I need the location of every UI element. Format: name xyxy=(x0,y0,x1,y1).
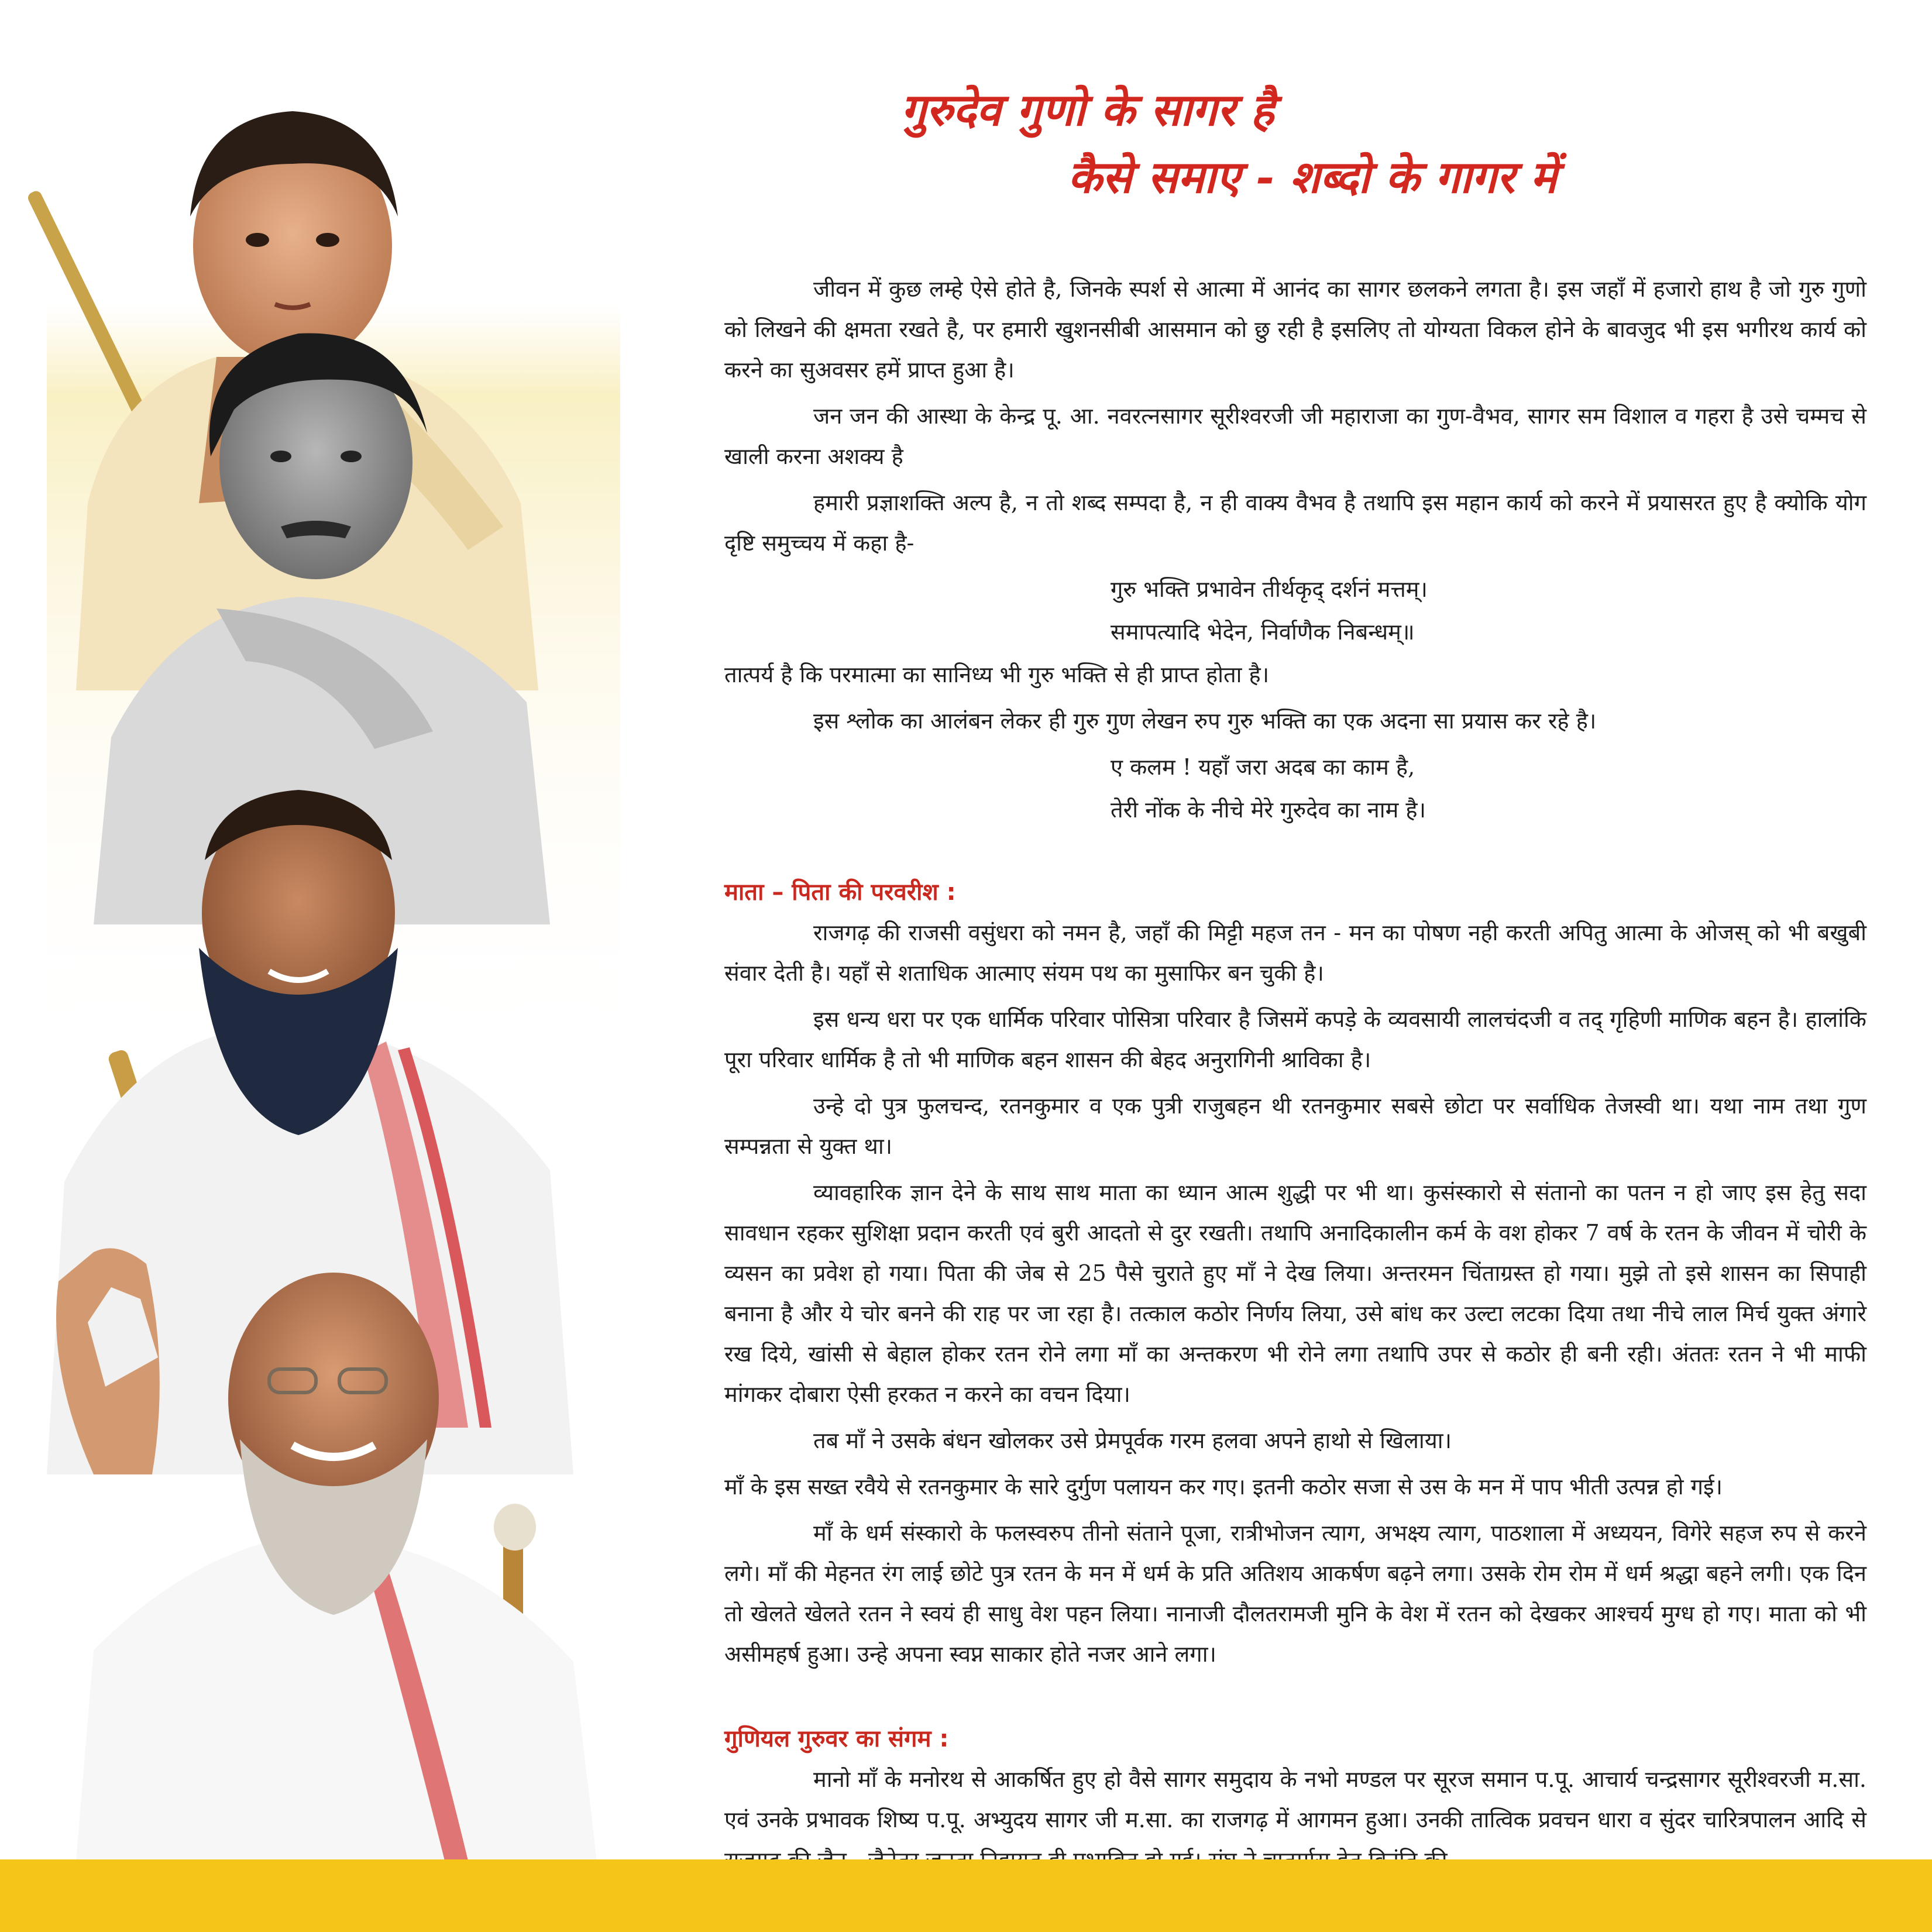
heading-line-2: कैसे समाए - शब्दो के गागर में xyxy=(1068,151,1557,203)
section2-paragraph-1: मानो माँ के मनोरथ से आकर्षित हुए हो वैसे सागर समुदाय के नभो मण्डल पर सूरज समान प.पू. आचार्य चन्द्रसागर सूरीश्वरजी म.सा. एवं उनके प्रभावक शिष्य प.पू. अभ्युदय सागर जी म.सा. का राजगढ़ में आगमन हुआ। उनकी तात्विक प्रवचन धारा व सुंदर चारित्रपालन आदि से xyxy=(724,1766,1866,1833)
section1-paragraph-5: तब माँ ने उसके बंधन खोलकर उसे प्रेमपूर्वक गरम हलवा अपने हाथो से खिलाया। xyxy=(813,1428,1452,1453)
section-title-parents: माता – पिता की परवरीश : xyxy=(724,879,956,906)
article-body xyxy=(724,269,1866,1886)
intro-paragraph-3: हमारी प्रज्ञाशक्ति अल्प है, न तो शब्द सम्पदा है, न ही वाक्य वैभव है तथापि इस महान कार्य को करने में प्रयासरत हुए है क्योकि योग दृष्टि समुच्चय में कहा है- xyxy=(724,490,1866,556)
portrait-collage xyxy=(23,82,644,1861)
verse-line-1: गुरु भक्ति प्रभावेन तीर्थकृद् दर्शनं मत्तम्। xyxy=(1111,576,1428,602)
section1-paragraph-2: इस धन्य धरा पर एक धार्मिक परिवार पोसित्रा परिवार है जिसमें कपड़े के व्यवसायी लालचंदजी व तद् गृहिणी माणिक बहन है। हालांकि पूरा परिवार धार्मिक है तो भी माणिक बहन शासन की बेहद अनुरागिनी श्राविका है। xyxy=(724,1006,1866,1072)
section1-paragraph-6: माँ के इस सख्त रवैये से रतनकुमार के सारे दुर्गुण पलायन कर गए। इतनी कठोर सजा से उस के मन में पाप भीती उत्पन्न हो गई। xyxy=(724,1474,1723,1500)
intro-paragraph-5: इस श्लोक का आलंबन लेकर ही गुरु गुण लेखन रुप गुरु भक्ति का एक अदना सा प्रयास कर रहे है। xyxy=(813,708,1597,734)
collage-illustration xyxy=(23,82,644,1861)
verse-line-4: तेरी नोंक के नीचे मेरे गुरुदेव का नाम है। xyxy=(1111,797,1426,823)
section1-paragraph-7: माँ के धर्म संस्कारो के फलस्वरुप तीनो संताने पूजा, रात्रीभोजन त्याग, अभक्ष्य त्याग, पाठशाला में अध्ययन, विगेरे सहज रुप से करने लगे। माँ की मेहनत रंग लाई छोटे पुत्र रतन के मन में धर्म के प्रति अतिशय आकर्षण बढ़ने लगा। उसके रोम रोम में धर्म श्रद्धा बहने लगी। एक दिन तो खेलते खेलते रतन ने स्वयं ही साधु वेश पहन लिया। नानाजी दौलतरामजी मुनि के वेश में रतन को देखकर आश्चर्य मुग्ध हो गए। माता को भी असीमहर्ष हुआ। उन्हे अपना स्वप्न साकार होते नजर आने लगा। xyxy=(724,1520,1866,1667)
intro-paragraph-2: जन जन की आस्था के केन्द्र पू. आ. नवरत्नसागर सूरीश्वरजी जी महाराजा का गुण-वैभव, सागर सम विशाल व गहरा है उसे चम्मच से खाली करना अशक्य है xyxy=(724,403,1866,469)
intro-paragraph-1: जीवन में कुछ लम्हे ऐसे होते है, जिनके स्पर्श से आत्मा में आनंद का सागर छलकने लगता है। इस जहाँ में हजारो हाथ है जो गुरु गुणो को लिखने की क्षमता रखते है, पर हमारी खुशनसीबी आसमान को छु रही है इसलिए तो योग्यता विकल होने के बावजुद भी इस भगीरथ कार्य को करने का सुअवसर हमें प्राप्त हुआ है। xyxy=(724,276,1866,383)
verse-line-2: समापत्यादि भेदेन, निर्वाणैक निबन्धम्॥ xyxy=(1111,619,1415,645)
page-heading xyxy=(901,82,1720,205)
section1-paragraph-3: उन्हे दो पुत्र फुलचन्द, रतनकुमार व एक पुत्री राजुबहन थी रतनकुमार सबसे छोटा पर सर्वाधिक तेजस्वी था। यथा नाम तथा गुण सम्पन्नता से युक्त था। xyxy=(724,1093,1866,1159)
verse-line-3: ए कलम ! यहाँ जरा अदब का काम है, xyxy=(1111,754,1415,780)
heading-line-1: गुरुदेव गुणो के सागर है xyxy=(901,84,1274,136)
section1-paragraph-4: व्यावहारिक ज्ञान देने के साथ साथ माता का ध्यान आत्म शुद्धी पर भी था। कुसंस्कारो से संतानो का पतन न हो जाए इस हेतु सदा सावधान रहकर सुशिक्षा प्रदान करती एवं बुरी आदतो से दुर रखती। तथापि अनादिकालीन कर्म के वश होकर 7 वर्ष के रतन के जीवन में चोरी के व्यसन का प्रवेश हो गया। पिता की जेब से 25 पैसे चुराते हुए माँ ने देख लिया। अन्तरमन चिंताग्रस्त हो गया। मुझे तो इसे शासन का सिपाही बनाना है और ये चोर बनने की राह पर जा रहा है। तत्काल कठोर निर्णय लिया, उसे बांध कर उल्टा लटका दिया तथा नीचे लाल मिर्च युक्त अंगारे रख दिये, खांसी से बेहाल होकर रतन रोने लगा माँ का अन्तकरण भी रोने लगा तथापि उपर से कठोर ही बनी रही। अंततः रतन ने भी माफी मांगकर दोबारा ऐसी हरकत न करने का वचन दिया। xyxy=(724,1180,1866,1407)
bottom-color-band xyxy=(0,1859,1932,1932)
section-title-guru-meeting: गुणियल गुरुवर का संगम : xyxy=(724,1725,949,1752)
intro-paragraph-4: तात्पर्य है कि परमात्मा का सानिध्य भी गुरु भक्ति से ही प्राप्त होता है। xyxy=(724,662,1270,687)
section1-paragraph-1: राजगढ़ की राजसी वसुंधरा को नमन है, जहाँ की मिट्टी महज तन - मन का पोषण नही करती अपितु आत्मा के ओजस् को भी बखुबी संवार देती है। यहाँ से शताधिक आत्माए संयम पथ का मुसाफिर बन चुकी है। xyxy=(724,920,1866,986)
